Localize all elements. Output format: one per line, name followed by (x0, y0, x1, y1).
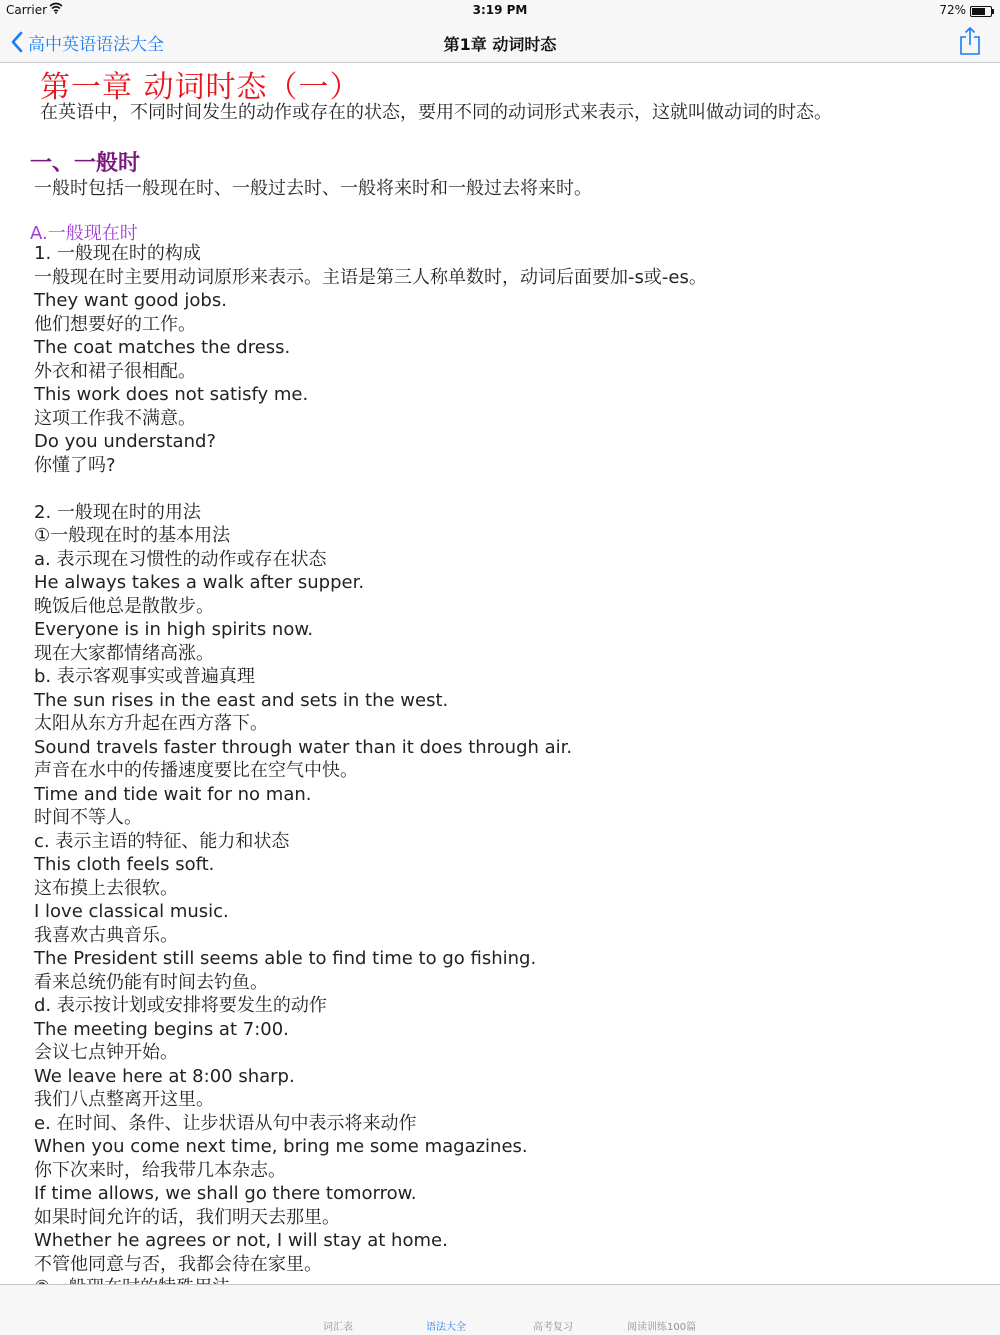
text-line: Whether he agrees or not, I will stay at home. (34, 1230, 448, 1251)
tab-vocabulary[interactable]: 词汇表 (323, 1322, 353, 1333)
text-line: We leave here at 8:00 sharp. (34, 1065, 295, 1087)
carrier-label: Carrier (6, 3, 48, 17)
text-line: c. 表示主语的特征、能力和状态 (34, 830, 290, 852)
text-line: 这项工作我不满意。 (34, 407, 196, 429)
text-line: e. 在时间、条件、让步状语从句中表示将来动作 (34, 1112, 417, 1134)
status-time: 3:19 PM (472, 3, 528, 17)
tab-grammar[interactable]: 语法大全 (426, 1322, 466, 1333)
text-line: The meeting begins at 7:00. (34, 1018, 289, 1040)
navigation-bar (0, 22, 1000, 63)
text-line: Sound travels faster through water than it does through air. (34, 736, 573, 758)
text-line: 声音在水中的传播速度要比在空气中快。 (34, 760, 358, 781)
text-line: 你懂了吗? (34, 454, 116, 476)
text-line: 这布摸上去很软。 (34, 877, 178, 899)
text-line: Time and tide wait for no man. (34, 783, 312, 805)
article-content[interactable] (0, 62, 1000, 1284)
text-line: 外衣和裙子很相配。 (34, 360, 196, 382)
tab-exam-review[interactable]: 高考复习 (533, 1322, 573, 1333)
text-line: 晚饭后他总是散散步。 (34, 595, 214, 617)
text-line: The sun rises in the east and sets in the west. (34, 689, 449, 711)
text-line: If time allows, we shall go there tomorrow. (34, 1183, 417, 1204)
subsection-title: A.一般现在时 (30, 223, 138, 244)
text-line (34, 477, 707, 501)
page-title: 第1章 动词时态 (443, 35, 557, 54)
text-line: This work does not satisfy me. (34, 384, 309, 405)
back-button-label: 高中英语语法大全 (28, 34, 164, 55)
battery-icon (970, 6, 992, 17)
tab-bar (0, 1284, 1000, 1335)
status-bar (0, 0, 1000, 22)
text-line: 1. 一般现在时的构成 (34, 243, 201, 264)
text-line: 时间不等人。 (34, 807, 142, 828)
text-line: Everyone is in high spirits now. (34, 619, 314, 640)
text-line: When you come next time, bring me some magazines. (34, 1136, 528, 1157)
text-line: 一般现在时主要用动词原形来表示。主语是第三人称单数时，动词后面要加-s或-es。 (34, 266, 707, 288)
text-line: 现在大家都情绪高涨。 (34, 642, 214, 664)
text-line: I love classical music. (34, 901, 229, 922)
text-line: 不管他同意与否，我都会待在家里。 (34, 1253, 322, 1275)
text-line: a. 表示现在习惯性的动作或存在状态 (34, 548, 327, 570)
text-line: 你下次来时，给我带几本杂志。 (34, 1159, 286, 1181)
text-line: This cloth feels soft. (34, 854, 215, 875)
text-line: 看来总统仍能有时间去钓鱼。 (34, 971, 268, 993)
text-line: b. 表示客观事实或普遍真理 (34, 666, 255, 687)
text-line: 我喜欢古典音乐。 (34, 924, 178, 946)
text-line: 如果时间允许的话，我们明天去那里。 (34, 1206, 340, 1228)
text-line: 2. 一般现在时的用法 (34, 501, 201, 523)
tab-reading-practice[interactable]: 阅读训练100篇 (627, 1322, 697, 1333)
text-line: 我们八点整离开这里。 (34, 1089, 214, 1110)
section-title: 一、一般时 (30, 151, 141, 176)
text-line: He always takes a walk after supper. (34, 572, 365, 593)
chapter-title: 第一章 动词时态（一） (40, 70, 361, 105)
text-line: 会议七点钟开始。 (34, 1042, 178, 1063)
text-line: They want good jobs. (34, 290, 227, 311)
text-lines (34, 242, 707, 1300)
share-icon[interactable] (958, 26, 982, 56)
section-description: 一般时包括一般现在时、一般过去时、一般将来时和一般过去将来时。 (34, 178, 592, 199)
text-line: Do you understand? (34, 431, 216, 452)
text-line: d. 表示按计划或安排将要发生的动作 (34, 995, 327, 1016)
text-line: The coat matches the dress. (34, 337, 291, 358)
battery-percent: 72% (939, 3, 966, 17)
text-line: 太阳从东方升起在西方落下。 (34, 713, 268, 734)
chapter-intro: 在英语中，不同时间发生的动作或存在的状态，要用不同的动词形式来表示，这就叫做动词的时态。 (40, 102, 832, 123)
text-line: 他们想要好的工作。 (34, 313, 196, 335)
text-line: ①一般现在时的基本用法 (34, 525, 231, 546)
text-line: The President still seems able to find time to go fishing. (34, 948, 537, 969)
